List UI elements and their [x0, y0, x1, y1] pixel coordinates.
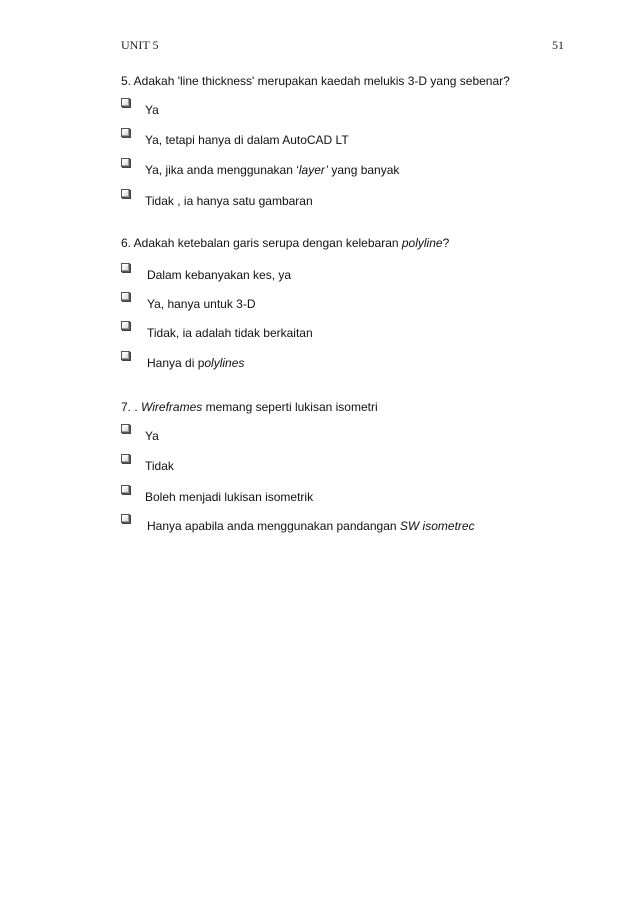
prompt-italic: polyline: [401, 236, 443, 250]
checkbox-icon[interactable]: [121, 158, 130, 167]
checkbox-icon[interactable]: [121, 189, 130, 198]
option-label-part: yang banyak: [328, 163, 400, 177]
option-label-part: Hanya di p: [147, 356, 205, 370]
checkbox-icon[interactable]: [121, 454, 130, 463]
option-label-part: Hanya apabila anda menggunakan pandangan: [147, 519, 400, 533]
option-label: Ya, hanya untuk 3-D: [147, 297, 256, 311]
option-label-part: Ya, jika anda menggunakan ‘: [145, 163, 299, 177]
option-label: [147, 356, 244, 370]
question-7-prompt: [121, 400, 378, 414]
checkbox-icon[interactable]: [121, 98, 130, 107]
option-label-italic: SW isometrec: [399, 519, 475, 533]
checkbox-icon[interactable]: [121, 514, 130, 523]
question-5-prompt: 5. Adakah 'line thickness' merupakan kaedah melukis 3-D yang sebenar?: [121, 74, 510, 88]
prompt-part: memang seperti lukisan isometri: [202, 400, 378, 414]
option-label: Tidak, ia adalah tidak berkaitan: [147, 326, 313, 340]
option-label: [145, 163, 399, 177]
option-label: Boleh menjadi lukisan isometrik: [145, 490, 314, 504]
option-label: Dalam kebanyakan kes, ya: [147, 268, 292, 282]
option-label: Ya: [145, 103, 159, 117]
option-label: Ya, tetapi hanya di dalam AutoCAD LT: [145, 133, 349, 147]
prompt-part: ?: [442, 236, 450, 250]
page-header: [121, 38, 564, 54]
option-label: Ya: [145, 429, 159, 443]
prompt-italic: Wireframes: [141, 400, 203, 414]
checkbox-icon[interactable]: [121, 263, 130, 272]
checkbox-icon[interactable]: [121, 424, 130, 433]
option-label-italic: layer’: [298, 163, 329, 177]
question-6-prompt: [121, 236, 449, 250]
prompt-part: 6. Adakah ketebalan garis serupa dengan kelebaran: [121, 236, 402, 250]
checkbox-icon[interactable]: [121, 321, 130, 330]
checkbox-icon[interactable]: [121, 292, 130, 301]
prompt-part: 7. .: [121, 400, 142, 414]
unit-label: UNIT 5: [121, 38, 159, 52]
checkbox-icon[interactable]: [121, 128, 130, 137]
checkbox-icon[interactable]: [121, 485, 130, 494]
option-label: [147, 519, 475, 533]
option-label-italic: olylines: [204, 356, 245, 370]
option-label: Tidak: [145, 459, 174, 473]
checkbox-icon[interactable]: [121, 351, 130, 360]
option-label: Tidak , ia hanya satu gambaran: [145, 194, 313, 208]
page-number: 51: [552, 38, 564, 52]
